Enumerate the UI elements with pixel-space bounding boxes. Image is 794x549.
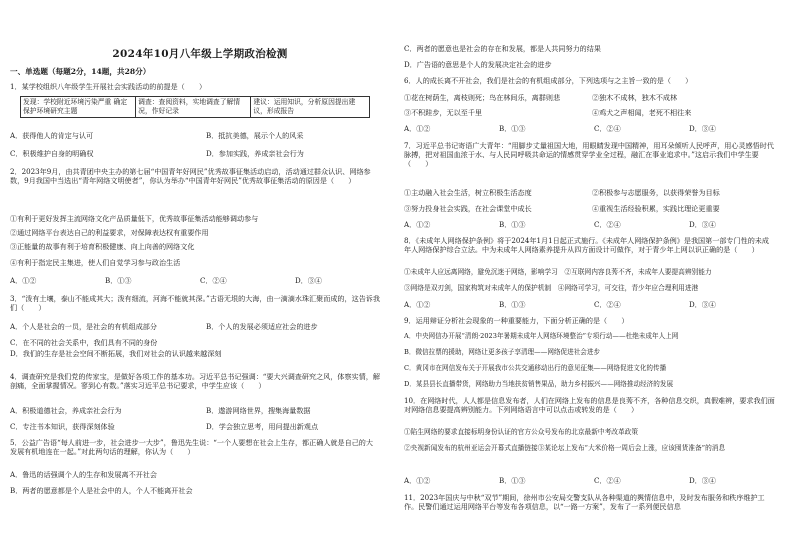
statement: ③网络是双刃剑，国家构筑对未成年人的保护机制 ④网络可学习，可交往，青少年应合理利用进港 (404, 284, 699, 292)
option: D．我们的生存是社会空间不断拓展，我们对社会的认识越来越深刻 (10, 349, 222, 358)
option: D．某县县长直播带货，网络助力当地扶贫销售果品，助力乡村振兴——网络推动经济的发展 (404, 380, 674, 388)
question-text: 6．人的成长离不开社会，我们是社会的有机组成部分，下列选项与之主旨一致的是（ ） (404, 76, 693, 85)
statement: ①陷生网络的要求直接标明身份认证的官方公众号发布的北京最新中考改革政策 (404, 428, 639, 436)
section-heading: 一、单选题（每题2分，14题，共28分） (10, 67, 151, 76)
option: D．参加实践，养成亲社会行为 (206, 149, 304, 158)
option: A．个人是社会的一员，是社会的有机组成部分 (10, 322, 157, 331)
statement: ③不积跬步，无以至千里 (404, 108, 483, 117)
statement: ②独木不成林，独木不成林 (592, 93, 678, 102)
statement: ①花在树荫生，离枝则死；鸟在林间乐，离群则悲 (404, 93, 561, 102)
option: B．个人的发展必须适应社会的进步 (206, 322, 318, 331)
left-column (10, 0, 390, 549)
option: D．③④ (295, 276, 322, 285)
option: A．获得他人的肯定与认可 (10, 131, 94, 140)
statement: ①主动融入社会生活，树立积极生活态度 (404, 188, 532, 197)
question-text: 11．2023年国庆与中秋“双节”期间，徐州市公安局交警支队从各种渠道的舆情信息中，及时发布服务和秩序维护工作。民警们通过运用网络平台等发布各项信息，以“一路一方案”，发布了一系列便民信息 (404, 493, 765, 511)
page-title: 2024年10月八年级上学期政治检测 (112, 48, 288, 60)
question-text: 10．在网络时代，人人都是信息发布者，人们在网络上发布的信息是良莠不齐，各种信息交织，真假难辨，要求我们面对网络信息要提高辨别能力。下列网络语言中可以点击或转发的是（ ） (404, 396, 775, 414)
question-text: 2．2023年9月，由共青团中央主办的第七届“中国青年好网民”优秀故事征集活动启动，活动通过群众认识、网络参数，9月我国中当选出“青年网络文明使者”，你认为举办“中国青年好网民”优秀故事征集活动的原因是（ ） (10, 167, 371, 185)
option: B．抵抗美德，展示个人的风采 (206, 131, 304, 140)
option: A．①② (404, 220, 431, 229)
question-text: 3．“泼有土壤，泰山不能成其大；泼有细流，河海不能就其深。”古语无垠的大海，由一滴滴水珠汇聚而成的，这告诉我们（ ） (10, 294, 380, 312)
option: B．①③ (499, 476, 526, 485)
question-text: 5．公益广告语“每人前进一步，社会进步一大步”，鲁迅先生说：“一个人要想在社会上生存，都正确人就是自己的大发展有机地连在一起。”对此两句话的理解，你认为（ ） (10, 438, 373, 456)
option: A．鲁迅的话强调个人的生存和发展离不开社会 (10, 470, 157, 479)
option: B．遨游网络世界，搜集海量数据 (206, 406, 311, 415)
statement: ②积极参与志愿服务，以获得荣誉为目标 (592, 188, 720, 197)
option: C．②④ (594, 124, 621, 133)
option: D．广告语的意思是个人的发展决定社会的进步 (404, 60, 552, 69)
option: D．③④ (689, 476, 716, 485)
statement: ③正能量的故事有利于培育积极健康、向上向善的网络文化 (10, 242, 195, 251)
option: D．学会独立思考，用问提出新观点 (206, 422, 319, 431)
option: A．①② (404, 300, 431, 309)
activity-table (20, 96, 370, 118)
question-text: 8．《未成年人网络保护条例》将于2024年1月1日起正式施行。《未成年人网络保护条例》是我国第一部专门性的未成年人网络保护综合立法。中为未成年人网络素养提升从四方面设计可做作，对于青少年上网以识正确的是（ ） (404, 236, 769, 254)
option: B．①③ (499, 124, 526, 133)
statement: ②央视新闻发布的杭州亚运会开幕式直播链接③某论坛上发布“大米价格一周后会上涨，应该囤货准备”的消息 (404, 444, 726, 452)
option: B．①③ (105, 276, 132, 285)
option: A．中央网信办开展“清朗·2023年暑期未成年人网络环境整治”专项行动——杜绝未成年人上网 (404, 332, 679, 340)
option: C．在不同的社会关系中，我们具有不同的身份 (10, 338, 158, 347)
table-cell: 建议：运用知识，分析原因提出建议，形成报告 (251, 97, 370, 118)
statement: ④鸡犬之声相闻，老死不相往来 (592, 108, 692, 117)
option: C．黄冈市在网信发布关于开展我市公共交通移动出行的意见征集——网络促进文化的传播 (404, 364, 667, 372)
option: D．③④ (689, 300, 716, 309)
option: C．专注书本知识，获得深刻体验 (10, 422, 115, 431)
table-cell: 调查：查阅资料，实地调查了解情况，作好记录 (136, 97, 251, 118)
statement: ④重视生活经验积累，实践比理论更重要 (592, 204, 720, 213)
question-text: 4．调查研究是我们党的传家宝，是做好各项工作的基本功。习近平总书记强调：“要大兴调查研究之风，体察实情，解剖痛，全面掌握情况。寥到心有数。”落实习近平总书记要求，中学生应该（ ） (10, 372, 380, 390)
table-cell: 发现：学校附近环境污染严重 确定保护环境研究主题 (21, 97, 136, 118)
statement: ①未成年人应远离网络，避免沉迷于网络，影响学习 ②互联网内容良莠不齐，未成年人要提高辨别能力 (404, 268, 712, 276)
option: D．③④ (689, 124, 716, 133)
option: A．①② (404, 476, 431, 485)
statement: ③努力投身社会实践，在社会课堂中成长 (404, 204, 532, 213)
statement: ②通过网络平台表达自己的利益要求，对保障表达权有重要作用 (10, 228, 209, 237)
option: A．积极道德社会，养成亲社会行为 (10, 406, 122, 415)
question-text: 1．某学校组织八年级学生开展社会实践活动的前提是（ ） (10, 82, 207, 91)
statement: ④有利于指定民主集进，使人们自觉学习参与政治生活 (10, 258, 181, 267)
option: C．两者的愿意也是社会的存在和发展，都是人共同努力的结果 (404, 44, 601, 53)
option: B．①③ (499, 300, 526, 309)
statement: ①有利于更好发挥主流网络文化产品质量低下，优秀故事征集活动能够调动参与 (10, 214, 259, 223)
option: C．②④ (200, 276, 227, 285)
option: C．②④ (594, 220, 621, 229)
option: B．微信拉票的援助，网络让更多孩子享清理——网络促进社会进步 (404, 348, 601, 356)
option: B．两者的愿意都是个人是社会中的人，个人不能离开社会 (10, 486, 193, 495)
option: C．②④ (594, 476, 621, 485)
option: B．①③ (499, 220, 526, 229)
question-text: 9．运用辩证分析社会现象的一种重要能力，下面分析正确的是（ ） (404, 316, 629, 325)
option: D．③④ (689, 220, 716, 229)
option: A．①② (404, 124, 431, 133)
option: C．积极维护自身的明确权 (10, 149, 94, 158)
option: A．①② (10, 276, 37, 285)
question-text: 7．习近平总书记寄语广大青年：“用脚步丈量祖国大地，用眼睛发现中国精神，用耳朵倾听人民呼声，用心灵感悟时代脉搏，把对祖国血浓于水、与人民同呼吸共命运的情感贯穿学业全过程，融汇在事业追求中。”这启示我们中学生要（ ） (404, 141, 774, 168)
option: C．②④ (594, 300, 621, 309)
right-column (404, 0, 784, 549)
